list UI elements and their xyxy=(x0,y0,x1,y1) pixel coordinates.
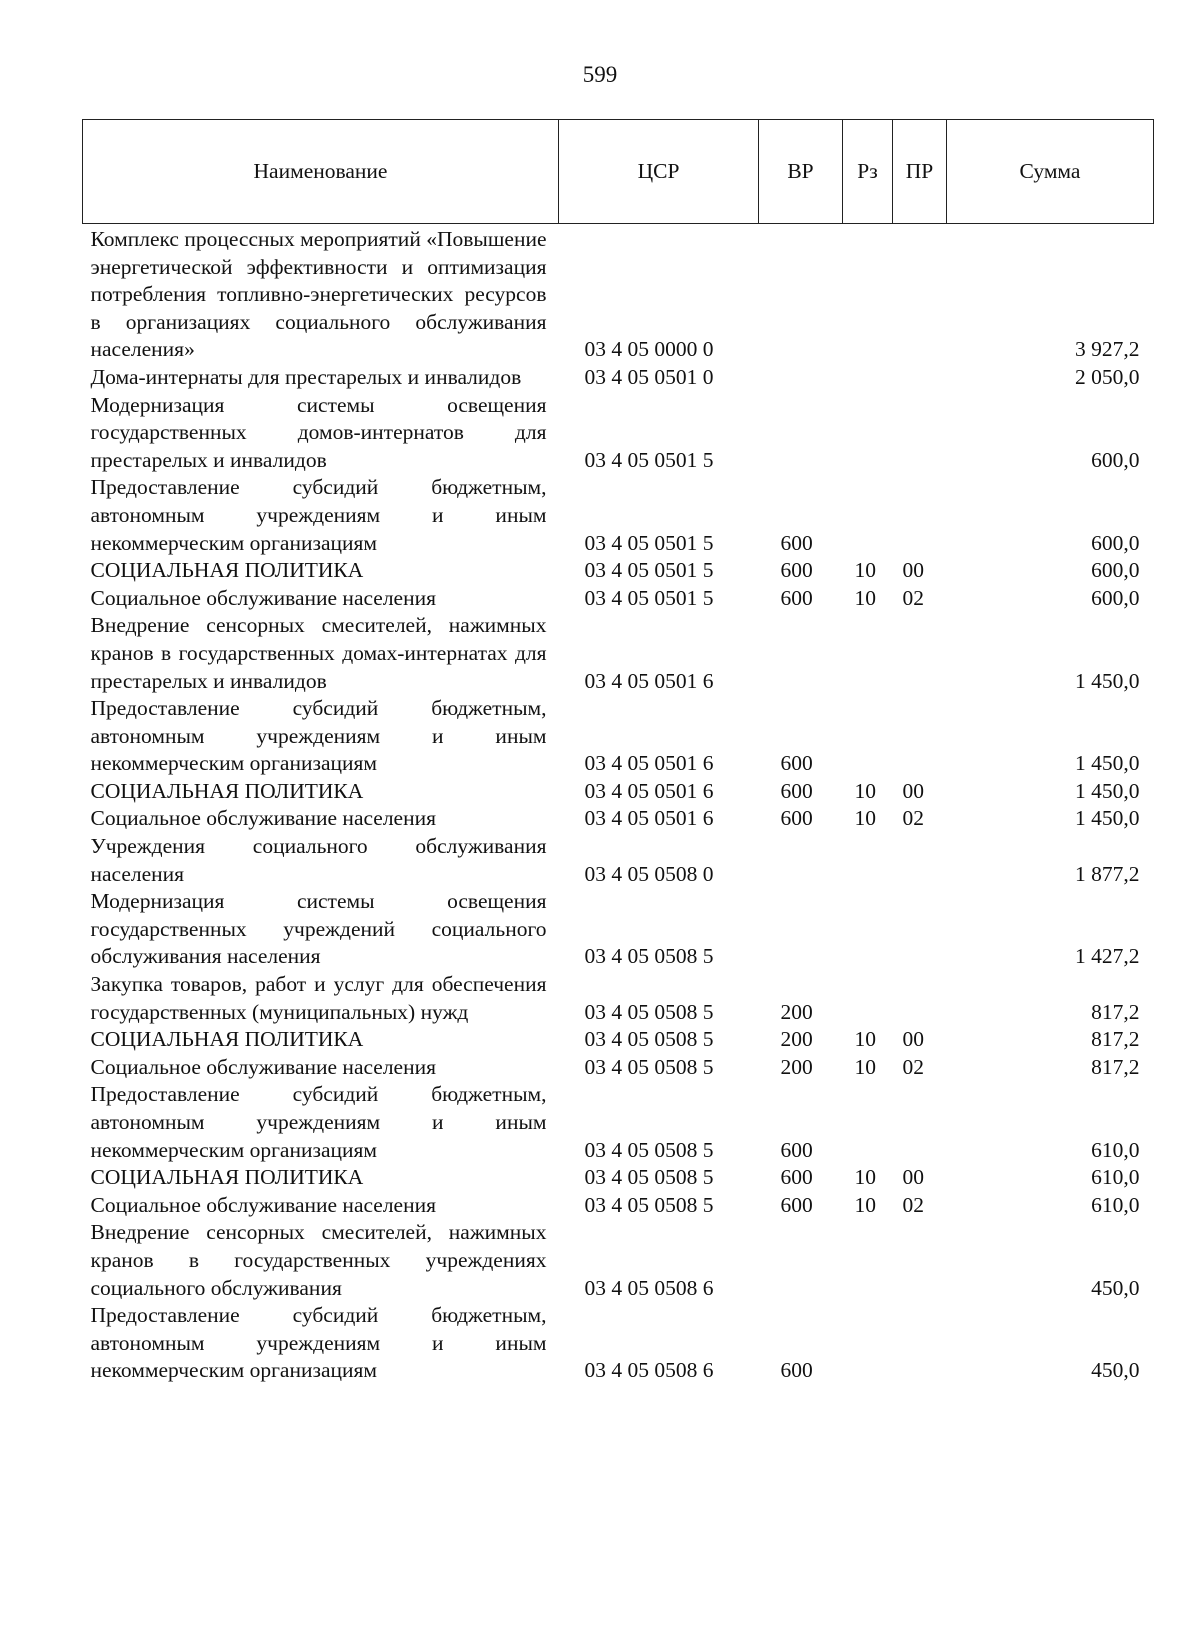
row-name: Предоставление субсидий бюджетным, автономным учреждениям и иным некоммерческим организациям xyxy=(90,1082,547,1162)
table-row xyxy=(83,364,1154,392)
row-csr-code: 03 4 05 0508 5 xyxy=(584,1192,714,1217)
table-row xyxy=(83,1302,1154,1385)
row-vr-code: 600 xyxy=(780,585,813,610)
row-vr-code: 600 xyxy=(780,806,813,831)
row-pr-code: 02 xyxy=(902,1054,924,1079)
table-row xyxy=(83,971,1154,1026)
row-rz-code xyxy=(843,1219,893,1302)
row-csr-code: 03 4 05 0508 5 xyxy=(584,1165,714,1190)
row-sum: 1 877,2 xyxy=(1075,861,1140,886)
row-sum: 817,2 xyxy=(1091,1054,1140,1079)
row-csr-code: 03 4 05 0508 5 xyxy=(584,999,714,1024)
row-pr-code: 00 xyxy=(902,558,924,583)
row-vr-code xyxy=(759,612,843,695)
row-pr-code xyxy=(893,888,947,971)
row-name: Социальное обслуживание населения xyxy=(90,806,437,831)
row-rz-code xyxy=(843,1081,893,1164)
row-rz-code xyxy=(843,612,893,695)
row-name: Дома-интернаты для престарелых и инвалидов xyxy=(90,364,522,389)
row-pr-code xyxy=(893,612,947,695)
table-row xyxy=(83,1164,1154,1192)
row-pr-code xyxy=(893,695,947,778)
row-sum: 450,0 xyxy=(1091,1275,1140,1300)
row-pr-code xyxy=(893,971,947,1026)
row-pr-code xyxy=(893,833,947,888)
row-name: Социальное обслуживание населения xyxy=(90,585,437,610)
table-row xyxy=(83,1192,1154,1220)
table-row xyxy=(83,695,1154,778)
table-row xyxy=(83,1081,1154,1164)
row-pr-code xyxy=(893,1081,947,1164)
row-pr-code: 00 xyxy=(902,1165,924,1190)
page-number: 599 xyxy=(582,62,618,87)
row-sum: 610,0 xyxy=(1091,1192,1140,1217)
row-vr-code xyxy=(759,888,843,971)
header-sum: Сумма xyxy=(947,120,1154,224)
row-vr-code: 200 xyxy=(780,1027,813,1052)
row-sum: 600,0 xyxy=(1091,585,1140,610)
row-rz-code xyxy=(843,364,893,392)
row-rz-code xyxy=(843,695,893,778)
row-vr-code: 600 xyxy=(780,530,813,555)
table-row xyxy=(83,1219,1154,1302)
row-csr-code: 03 4 05 0501 6 xyxy=(584,778,714,803)
row-csr-code: 03 4 05 0508 0 xyxy=(584,861,714,886)
row-vr-code: 600 xyxy=(780,1358,813,1383)
row-rz-code xyxy=(843,888,893,971)
row-pr-code: 02 xyxy=(902,806,924,831)
row-rz-code: 10 xyxy=(854,1165,876,1190)
row-rz-code: 10 xyxy=(854,1054,876,1079)
row-name: СОЦИАЛЬНАЯ ПОЛИТИКА xyxy=(90,778,364,803)
row-vr-code: 600 xyxy=(780,751,813,776)
row-vr-code xyxy=(759,364,843,392)
row-name: Учреждения социального обслуживания населения xyxy=(90,834,547,886)
row-pr-code: 00 xyxy=(902,778,924,803)
table-row xyxy=(83,833,1154,888)
row-vr-code xyxy=(759,224,843,364)
header-pr: ПР xyxy=(893,120,947,224)
row-rz-code: 10 xyxy=(854,806,876,831)
row-name: Внедрение сенсорных смесителей, нажимных кранов в государственных домах-интернатах для престарелых и инвалидов xyxy=(90,613,547,693)
table-row xyxy=(83,1026,1154,1054)
row-rz-code: 10 xyxy=(854,1027,876,1052)
row-name: Внедрение сенсорных смесителей, нажимных кранов в государственных учреждениях социального обслуживания xyxy=(90,1220,547,1300)
row-vr-code xyxy=(759,392,843,475)
header-csr: ЦСР xyxy=(559,120,759,224)
header-rz: Рз xyxy=(843,120,893,224)
table-row xyxy=(83,474,1154,557)
table-row xyxy=(83,392,1154,475)
row-pr-code: 00 xyxy=(902,1027,924,1052)
table-row xyxy=(83,224,1154,364)
row-name: СОЦИАЛЬНАЯ ПОЛИТИКА xyxy=(90,558,364,583)
row-sum: 600,0 xyxy=(1091,530,1140,555)
row-rz-code xyxy=(843,1302,893,1385)
row-csr-code: 03 4 05 0501 5 xyxy=(584,447,714,472)
row-rz-code: 10 xyxy=(854,558,876,583)
row-csr-code: 03 4 05 0508 5 xyxy=(584,1137,714,1162)
table-row xyxy=(83,805,1154,833)
row-vr-code: 600 xyxy=(780,558,813,583)
row-pr-code xyxy=(893,224,947,364)
row-rz-code xyxy=(843,971,893,1026)
row-rz-code: 10 xyxy=(854,778,876,803)
row-csr-code: 03 4 05 0501 6 xyxy=(584,668,714,693)
row-vr-code: 200 xyxy=(780,1054,813,1079)
row-csr-code: 03 4 05 0508 6 xyxy=(584,1275,714,1300)
row-sum: 610,0 xyxy=(1091,1165,1140,1190)
row-csr-code: 03 4 05 0508 5 xyxy=(584,1054,714,1079)
row-name: Комплекс процессных мероприятий «Повышение энергетической эффективности и оптимизация потребления топливно-энергетических ресурсов в организациях социального обслуживания населения» xyxy=(90,227,547,362)
row-csr-code: 03 4 05 0501 0 xyxy=(584,364,714,389)
row-pr-code xyxy=(893,1302,947,1385)
row-sum: 1 450,0 xyxy=(1075,806,1140,831)
row-csr-code: 03 4 05 0000 0 xyxy=(584,337,714,362)
table-body xyxy=(83,224,1154,1385)
row-rz-code: 10 xyxy=(854,1192,876,1217)
row-vr-code xyxy=(759,833,843,888)
row-name: Социальное обслуживание населения xyxy=(90,1192,437,1217)
row-pr-code xyxy=(893,1219,947,1302)
row-sum: 2 050,0 xyxy=(1075,364,1140,389)
table-row xyxy=(83,585,1154,613)
table-row xyxy=(83,557,1154,585)
row-vr-code xyxy=(759,1219,843,1302)
row-name: Модернизация системы освещения государственных учреждений социального обслуживания населения xyxy=(90,889,547,969)
row-csr-code: 03 4 05 0508 5 xyxy=(584,944,714,969)
row-sum: 1 427,2 xyxy=(1075,944,1140,969)
table-row xyxy=(83,612,1154,695)
row-name: СОЦИАЛЬНАЯ ПОЛИТИКА xyxy=(90,1027,364,1052)
table-row xyxy=(83,1054,1154,1082)
row-rz-code xyxy=(843,833,893,888)
row-sum: 600,0 xyxy=(1091,558,1140,583)
header-name: Наименование xyxy=(83,120,559,224)
row-name: СОЦИАЛЬНАЯ ПОЛИТИКА xyxy=(90,1165,364,1190)
row-csr-code: 03 4 05 0508 6 xyxy=(584,1358,714,1383)
table-header xyxy=(83,120,1154,224)
row-sum: 817,2 xyxy=(1091,999,1140,1024)
row-csr-code: 03 4 05 0501 6 xyxy=(584,751,714,776)
row-name: Социальное обслуживание населения xyxy=(90,1054,437,1079)
row-csr-code: 03 4 05 0501 5 xyxy=(584,558,714,583)
row-vr-code: 600 xyxy=(780,778,813,803)
row-sum: 1 450,0 xyxy=(1075,751,1140,776)
budget-table xyxy=(82,119,1154,1385)
row-vr-code: 600 xyxy=(780,1137,813,1162)
row-rz-code: 10 xyxy=(854,585,876,610)
row-name: Предоставление субсидий бюджетным, автономным учреждениям и иным некоммерческим организациям xyxy=(90,696,547,776)
row-pr-code: 02 xyxy=(902,585,924,610)
row-rz-code xyxy=(843,224,893,364)
row-pr-code xyxy=(893,364,947,392)
row-csr-code: 03 4 05 0508 5 xyxy=(584,1027,714,1052)
row-sum: 1 450,0 xyxy=(1075,778,1140,803)
header-vr: ВР xyxy=(759,120,843,224)
row-rz-code xyxy=(843,474,893,557)
row-vr-code: 600 xyxy=(780,1192,813,1217)
row-csr-code: 03 4 05 0501 5 xyxy=(584,530,714,555)
table-row xyxy=(83,778,1154,806)
row-sum: 817,2 xyxy=(1091,1027,1140,1052)
row-vr-code: 600 xyxy=(780,1165,813,1190)
row-sum: 450,0 xyxy=(1091,1358,1140,1383)
table-row xyxy=(83,888,1154,971)
row-vr-code: 200 xyxy=(780,999,813,1024)
row-name: Предоставление субсидий бюджетным, автономным учреждениям и иным некоммерческим организациям xyxy=(90,475,547,555)
row-pr-code: 02 xyxy=(902,1192,924,1217)
row-sum: 3 927,2 xyxy=(1075,337,1140,362)
row-csr-code: 03 4 05 0501 5 xyxy=(584,585,714,610)
row-rz-code xyxy=(843,392,893,475)
row-pr-code xyxy=(893,474,947,557)
row-pr-code xyxy=(893,392,947,475)
row-name: Модернизация системы освещения государственных домов-интернатов для престарелых и инвалидов xyxy=(90,392,547,472)
row-name: Закупка товаров, работ и услуг для обеспечения государственных (муниципальных) нужд xyxy=(90,972,547,1024)
row-name: Предоставление субсидий бюджетным, автономным учреждениям и иным некоммерческим организациям xyxy=(90,1303,547,1383)
row-sum: 610,0 xyxy=(1091,1137,1140,1162)
row-sum: 1 450,0 xyxy=(1075,668,1140,693)
row-sum: 600,0 xyxy=(1091,447,1140,472)
row-csr-code: 03 4 05 0501 6 xyxy=(584,806,714,831)
